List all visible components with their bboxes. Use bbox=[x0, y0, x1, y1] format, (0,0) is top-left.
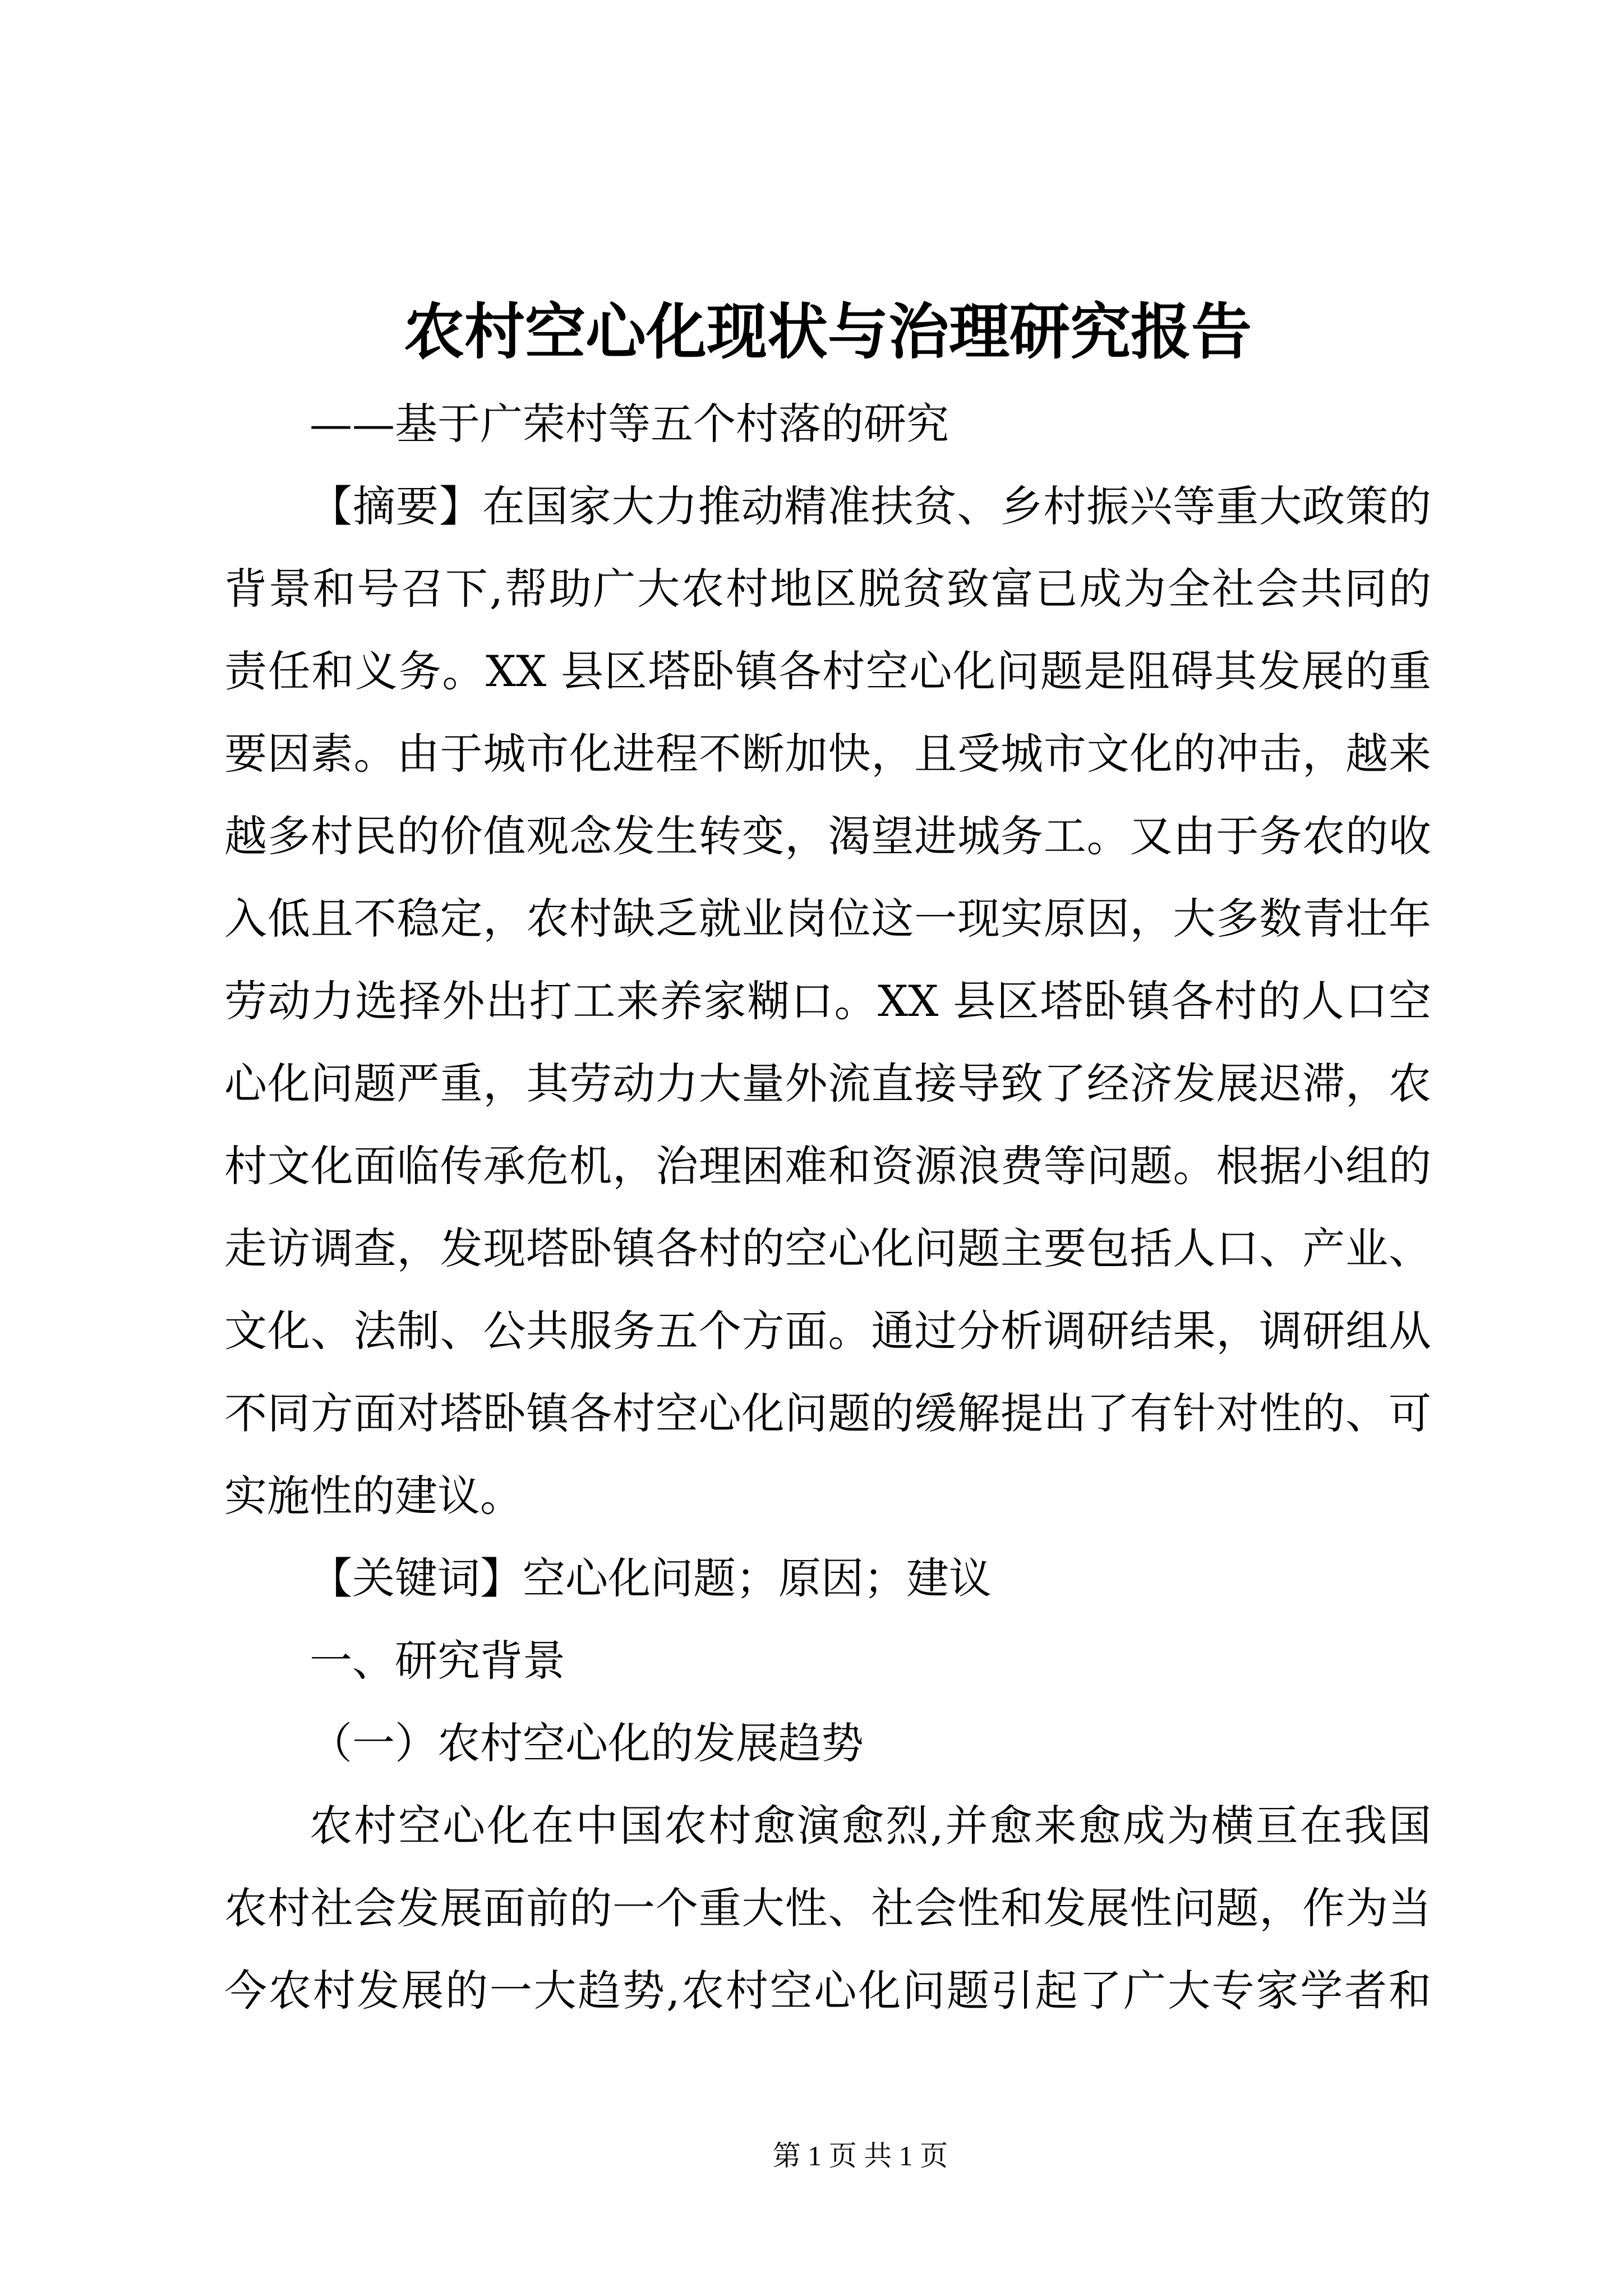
subsection-heading: （一）农村空心化的发展趋势 bbox=[310, 1718, 864, 1768]
abstract-line: 责任和义务。XX 县区塔卧镇各村空心化问题是阻碍其发展的重 bbox=[224, 646, 1431, 696]
abstract-line: 入低且不稳定，农村缺乏就业岗位这一现实原因，大多数青壮年 bbox=[224, 894, 1431, 944]
abstract-line: 背景和号召下,帮助广大农村地区脱贫致富已成为全社会共同的 bbox=[224, 564, 1431, 614]
body-line: 农村社会发展面前的一个重大性、社会性和发展性问题，作为当 bbox=[224, 1883, 1431, 1933]
page-footer: 第 1 页 共 1 页 bbox=[772, 2140, 948, 2171]
abstract-line: 走访调查，发现塔卧镇各村的空心化问题主要包括人口、产业、 bbox=[224, 1223, 1431, 1273]
abstract-line: 劳动力选择外出打工来养家糊口。XX 县区塔卧镇各村的人口空 bbox=[224, 976, 1431, 1026]
section-heading: 一、研究背景 bbox=[310, 1636, 565, 1686]
body-line: 今农村发展的一大趋势,农村空心化问题引起了广大专家学者和 bbox=[224, 1966, 1431, 2016]
abstract-line: 心化问题严重，其劳动力大量外流直接导致了经济发展迟滞，农 bbox=[224, 1059, 1431, 1108]
abstract-line: 文化、法制、公共服务五个方面。通过分析调研结果，调研组从 bbox=[224, 1306, 1431, 1356]
abstract-line: 不同方面对塔卧镇各村空心化问题的缓解提出了有针对性的、可 bbox=[224, 1388, 1431, 1438]
report-subtitle: ——基于广荣村等五个村落的研究 bbox=[310, 399, 949, 449]
abstract-line: 要因素。由于城市化进程不断加快，且受城市文化的冲击，越来 bbox=[224, 729, 1431, 779]
abstract-line: 【摘要】在国家大力推动精准扶贫、乡村振兴等重大政策的 bbox=[310, 481, 1431, 531]
abstract-line: 越多村民的价值观念发生转变，渴望进城务工。又由于务农的收 bbox=[224, 811, 1431, 861]
keywords: 【关键词】空心化问题；原因；建议 bbox=[310, 1553, 992, 1603]
abstract-line: 实施性的建议。 bbox=[224, 1471, 523, 1521]
abstract-line: 村文化面临传承危机，治理困难和资源浪费等问题。根据小组的 bbox=[224, 1141, 1431, 1191]
report-title: 农村空心化现状与治理研究报告 bbox=[403, 297, 1252, 367]
document-body bbox=[224, 383, 1431, 2032]
body-line: 农村空心化在中国农村愈演愈烈,并愈来愈成为横亘在我国 bbox=[310, 1801, 1431, 1851]
